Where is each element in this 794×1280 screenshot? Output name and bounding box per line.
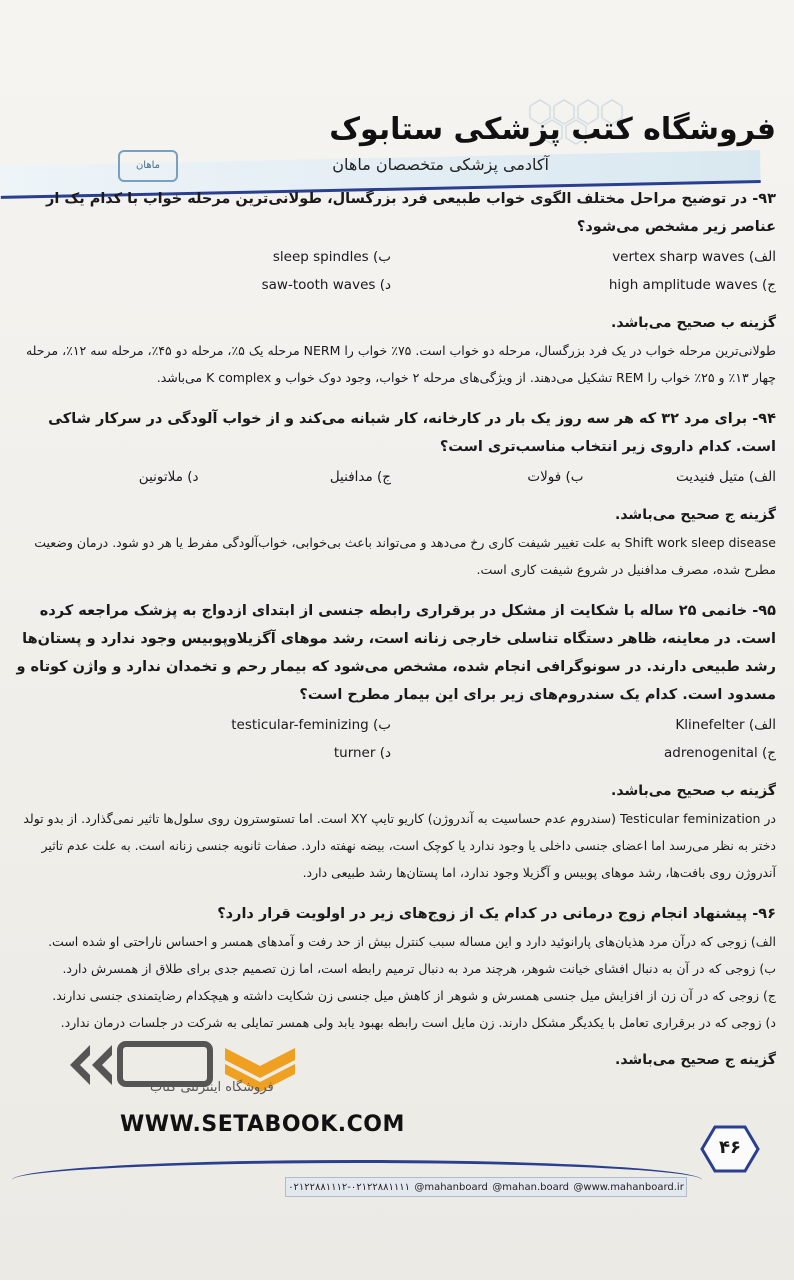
option-a: الف) متیل فنیدیت [676, 469, 776, 485]
option-d: د) زوجی که در برقراری تعامل با یکدیگر مشکل دارند. زن مایل است رابطه بهبود یابد ولی همسر تمایلی به شرکت در جلسات درمان ندارد. [60, 1015, 776, 1030]
page-number-badge [700, 1124, 760, 1174]
academy-subtitle: آکادمی پزشکی متخصصان ماهان [332, 155, 549, 174]
option-d: د) ملاتونین [138, 469, 199, 485]
footer-website[interactable]: @www.mahanboard.ir [573, 1181, 684, 1193]
page-number: ۴۶ [719, 1137, 741, 1158]
option-a: الف) vertex sharp waves [612, 249, 776, 265]
option-b: ب) زوجی که در آن به دنبال افشای خیانت شوهر، هرچند مرد به دنبال ترمیم رابطه است، اما زن تصمیم جدی برای طلاق از همسرش دارد. [62, 961, 776, 976]
option-a: الف) زوجی که درآن مرد هذیان‌های پارانوئید دارد و این مساله سبب کنترل بیش از حد رفت و آمدهای همسر و احساس ناراحتی او شده است. [48, 934, 776, 949]
option-b: ب) sleep spindles [272, 249, 391, 265]
option-d: د) saw-tooth waves [261, 277, 391, 293]
footer-instagram[interactable]: @mahan.board [492, 1181, 570, 1193]
explanation: در Testicular feminization (سندروم عدم حساسیت به آندروژن) کاریو تایپ XY است. اما تستوسترون روی سلول‌ها تاثیر نمی‌گذارد. از بدو تولد دختر به نظر می‌رسد اما اعضای جنسی داخلی یا وجود ندارد یا کوچک است، بیضه نهفته دارد. صفات ثانویه جنسی زنانه است. به علت عدم تاثیر آندروژن روی بافت‌ها، رشد موهای پوبیس و آگزیلا وجود ندارد، اما پستان‌ها رشد طبیعی دارد. [23, 811, 776, 880]
watermark-tagline: فروشگاه اینترنتی کتاب [150, 1080, 274, 1095]
contact-footer [285, 1177, 687, 1197]
explanation: Shift work sleep disease به علت تغییر شیفت کاری رخ می‌دهد و می‌تواند باعث بی‌خوابی، خواب‌آلودگی مفرط یا هر دو شود. درمان وضعیت مطرح شده، مصرف مدافنیل در شروع شیفت کاری است. [34, 535, 776, 577]
option-c: ج) زوجی که در آن زن از افزایش میل جنسی همسرش و شوهر از کاهش میل جنسی زن شکایت داشته و هیچکدام رضایتمندی جنسی ندارند. [52, 988, 776, 1003]
question-95 [6, 597, 776, 886]
explanation: طولانی‌ترین مرحله خواب در یک فرد بزرگسال، مرحله دو خواب است. ۷۵٪ خواب را NERM مرحله یک ۵٪، مرحله دو ۴۵٪، مرحله سه ۱۲٪، مرحله چهار ۱۳٪ و ۲۵٪ خواب را REM تشکیل می‌دهند. از ویژگی‌های مرحله ۲ خواب، وجود دوک خواب و K complex می‌باشد. [25, 343, 776, 385]
answer-line: گزینه ج صحیح می‌باشد. [615, 1052, 776, 1068]
watermark-url[interactable]: WWW.SETABOOK.COM [120, 1112, 405, 1137]
question-93 [6, 185, 776, 391]
option-b: ب) فولات [527, 469, 584, 485]
option-a: الف) Klinefelter [675, 717, 776, 733]
option-c: ج) high amplitude waves [608, 277, 776, 293]
mahan-logo: ماهان [118, 150, 178, 182]
question-stem: ۹۴- برای مرد ۳۲ که هر سه روز یک بار در کارخانه، کار شبانه می‌کند و از خواب آلودگی در سرکار شاکی است. کدام داروی زیر انتخاب مناسب‌تری است؟ [48, 411, 776, 455]
setabook-watermark [40, 1030, 405, 1140]
footer-phone: ۰۲۱۲۲۸۸۱۱۱۲-۰۲۱۲۲۸۸۱۱۱۱ [288, 1181, 410, 1193]
option-b: ب) testicular-feminizing [231, 717, 391, 733]
option-d: د) turner [333, 745, 391, 761]
answer-line: گزینه ب صحیح می‌باشد. [611, 315, 776, 331]
store-title: فروشگاه کتب پزشکی ستابوک [329, 112, 776, 147]
question-stem: ۹۳- در توضیح مراحل مختلف الگوی خواب طبیعی فرد بزرگسال، طولانی‌ترین مرحله خواب با کدام یک از عناصر زیر مشخص می‌شود؟ [45, 191, 776, 235]
option-c: ج) مدافنیل [329, 469, 391, 485]
question-94 [6, 405, 776, 583]
question-stem: ۹۶- پیشنهاد انجام زوج درمانی در کدام یک از زوج‌های زیر در اولویت قرار دارد؟ [217, 906, 776, 922]
answer-line: گزینه ج صحیح می‌باشد. [615, 507, 776, 523]
answer-line: گزینه ب صحیح می‌باشد. [611, 783, 776, 799]
footer-telegram[interactable]: @mahanboard [414, 1181, 488, 1193]
questions-body [6, 185, 776, 1074]
question-stem: ۹۵- خانمی ۲۵ ساله با شکایت از مشکل در برقراری رابطه جنسی از ابتدای ازدواج به پزشک مراجعه کرده است. در معاینه، ظاهر دستگاه تناسلی خارجی زنانه است، رشد موهای آگزیلاوپوبیس وجود ندارد و پستان‌ها رشد طبیعی دارند. در سونوگرافی انجام شده، مشخص می‌شود که بیمار رحم و تخمدان ندارد و واژن کوتاه و مسدود است. کدام یک سندروم‌های زیر برای این بیمار مطرح است؟ [16, 603, 776, 703]
option-c: ج) adrenogenital [664, 745, 776, 761]
